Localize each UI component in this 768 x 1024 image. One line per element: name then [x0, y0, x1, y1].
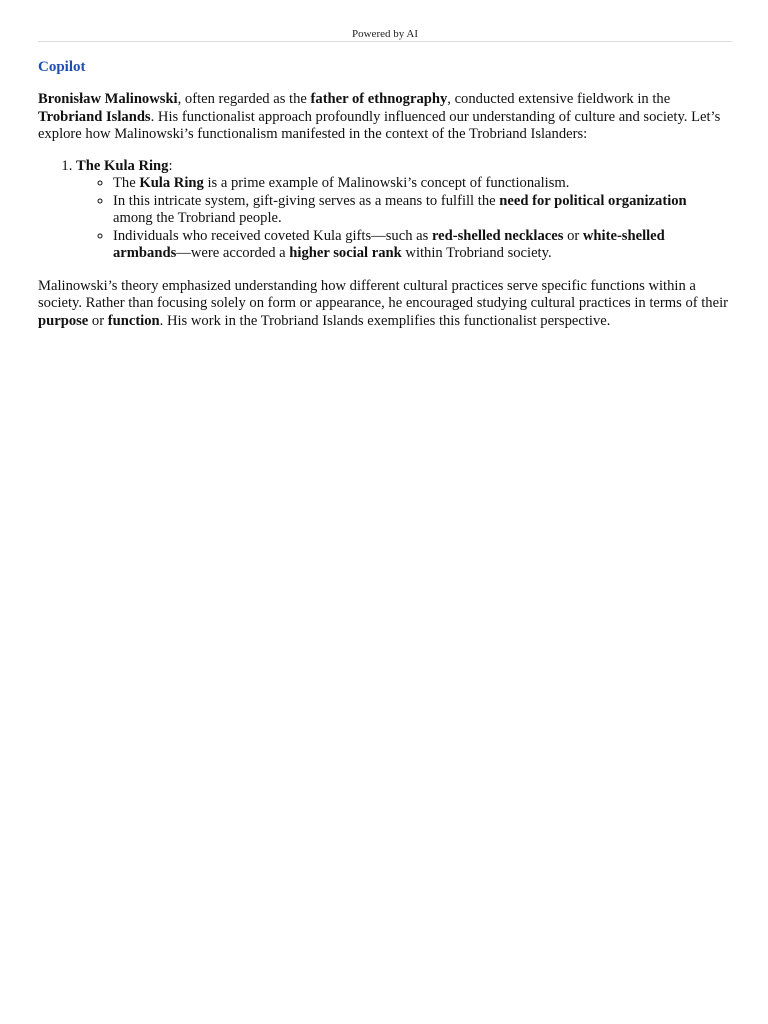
numbered-list	[38, 158, 728, 263]
header-divider	[38, 41, 732, 42]
intro-text: . His functionalist approach profoundly influenced our understanding of culture and society. Let’s explore how Malinowski’s functionalism manifested in the context of the Trobriand Islanders:	[38, 108, 721, 142]
intro-bold-phrase: father of ethnography	[310, 91, 448, 107]
closing-paragraph	[38, 278, 728, 331]
intro-text: , conducted extensive fieldwork in the	[447, 91, 671, 107]
bullet-text: within Trobriand society.	[401, 245, 552, 261]
closing-bold: function	[107, 312, 160, 329]
bullet-bold: white-shelled armbands	[113, 227, 665, 261]
bullet-text: —were accorded a	[176, 245, 290, 261]
list-item	[76, 158, 728, 263]
intro-bold-name: Bronisław Malinowski	[38, 91, 178, 107]
powered-by-header: Powered by AI	[352, 28, 418, 40]
closing-text: or	[88, 312, 108, 329]
closing-bold: purpose	[38, 312, 89, 329]
intro-paragraph	[38, 91, 728, 144]
bullet-text: among the Trobriand people.	[113, 210, 282, 226]
list-item-title-suffix: :	[168, 157, 173, 174]
bullet-list	[76, 175, 728, 263]
bullet-text: In this intricate system, gift-giving serves as a means to fulfill the	[113, 192, 500, 209]
bullet-text: is a prime example of Malinowski’s concept of functionalism.	[203, 175, 570, 191]
bullet-bold: higher social rank	[289, 245, 402, 261]
bullet-item	[113, 175, 728, 193]
intro-text: , often regarded as the	[177, 91, 311, 107]
bullet-text: Individuals who received coveted Kula gifts—such as	[113, 227, 432, 244]
response-content	[38, 91, 728, 330]
source-title: Copilot	[38, 59, 86, 75]
bullet-bold: Kula Ring	[139, 175, 204, 191]
bullet-bold: need for political organization	[499, 192, 687, 209]
list-item-title: The Kula Ring	[76, 157, 169, 174]
closing-text: . His work in the Trobriand Islands exemplifies this functionalist perspective.	[159, 312, 611, 329]
closing-text: Malinowski’s theory emphasized understanding how different cultural practices serve specific functions within a society. Rather than focusing solely on form or appearance, he encouraged studying cultural practices in terms of their	[38, 277, 728, 311]
bullet-text: or	[563, 227, 583, 244]
intro-bold-place: Trobriand Islands	[38, 108, 151, 125]
bullet-item	[113, 193, 728, 228]
bullet-item	[113, 228, 728, 263]
bullet-text: The	[113, 175, 140, 191]
bullet-bold: red-shelled necklaces	[431, 227, 564, 244]
